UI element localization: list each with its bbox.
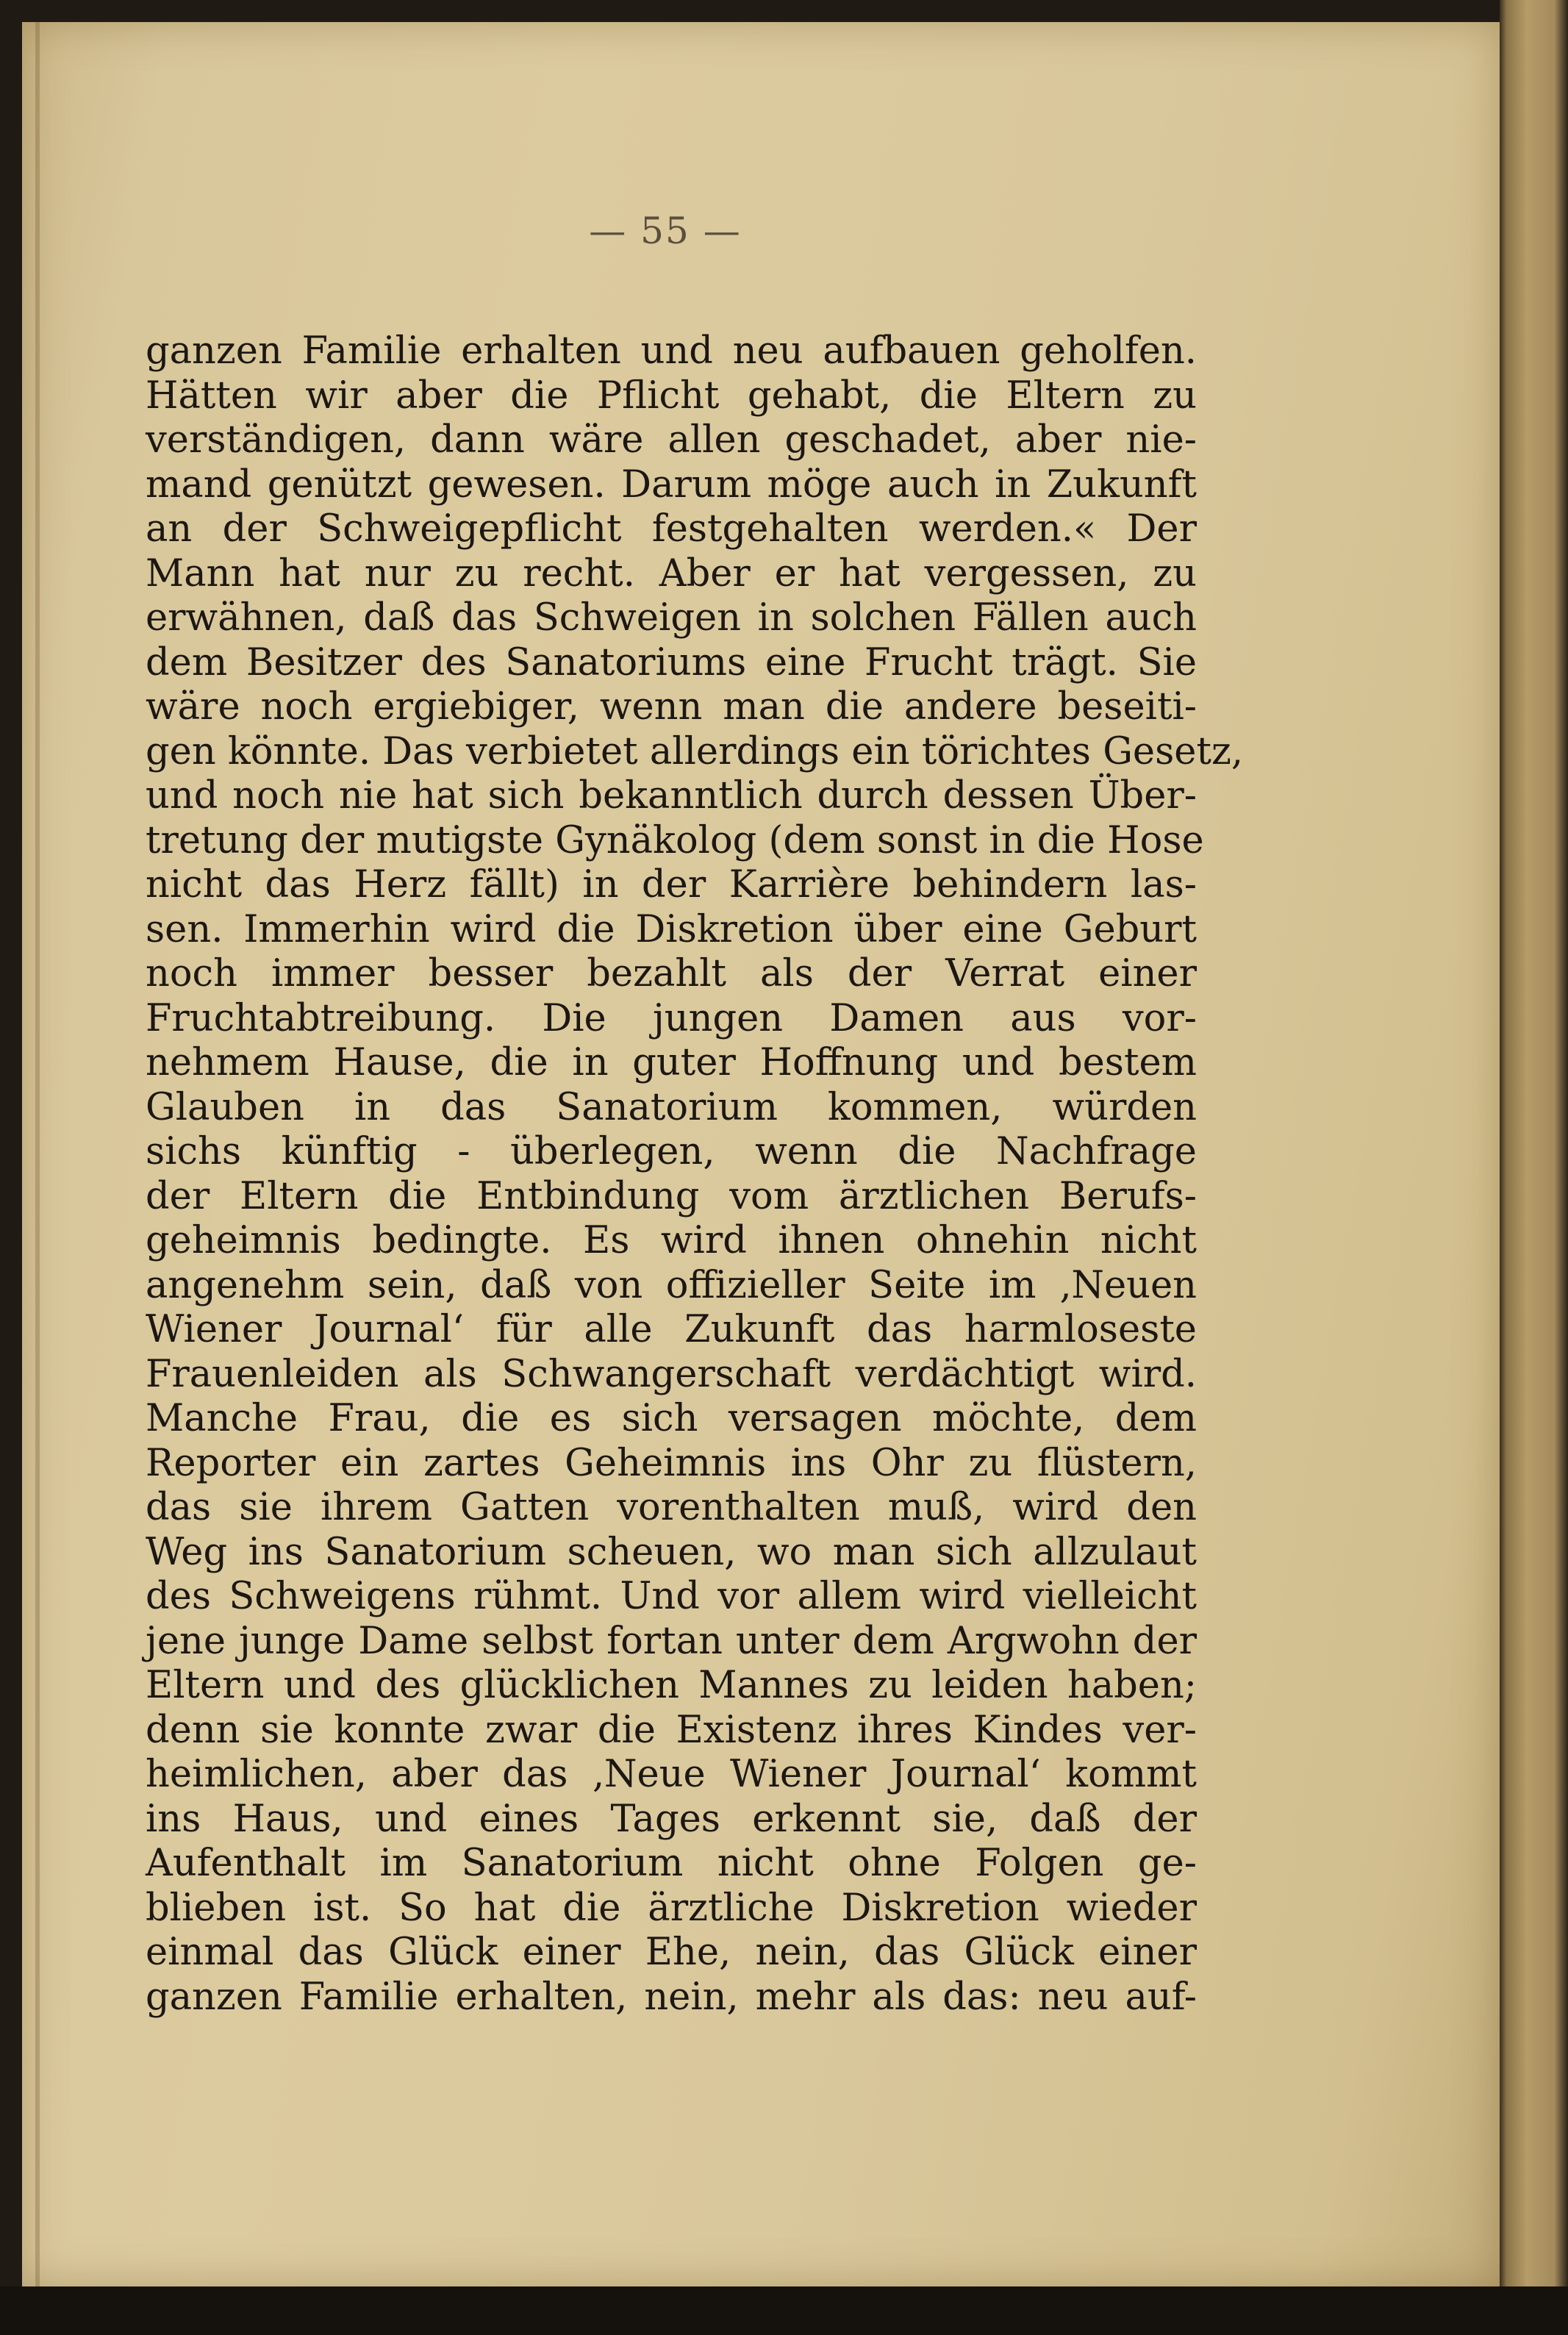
text-line: ganzen Familie erhalten, nein, mehr als das: neu auf- [146, 1975, 1197, 2019]
text-line: an der Schweigepflicht festgehalten werden.« Der [146, 507, 1197, 551]
body-text [146, 329, 1244, 2020]
text-line: dem Besitzer des Sanatoriums eine Frucht trägt. Sie [146, 640, 1197, 684]
text-line: Hätten wir aber die Pflicht gehabt, die Eltern zu [146, 373, 1197, 418]
text-line: des Schweigens rühmt. Und vor allem wird vielleicht [146, 1575, 1197, 1618]
text-line: heimlichen, aber das ‚Neue Wiener Journal‘ kommt [146, 1753, 1197, 1796]
text-line: sen. Immerhin wird die Diskretion über eine Geburt [146, 907, 1197, 951]
text-line: nehmem Hause, die in guter Hoffnung und bestem [146, 1041, 1197, 1084]
text-line: Fruchtabtreibung. Die jungen Damen aus vor- [146, 996, 1197, 1040]
text-line: blieben ist. So hat die ärztliche Diskretion wieder [146, 1886, 1197, 1930]
text-line: Manche Frau, die es sich versagen möchte, dem [146, 1397, 1197, 1440]
text-line: Aufenthalt im Sanatorium nicht ohne Folgen ge- [146, 1842, 1197, 1885]
text-line: ins Haus, und eines Tages erkennt sie, daß der [146, 1797, 1197, 1841]
text-line: einmal das Glück einer Ehe, nein, das Glück einer [146, 1931, 1197, 1974]
text-line: Weg ins Sanatorium scheuen, wo man sich allzulaut [146, 1530, 1197, 1574]
text-line: Glauben in das Sanatorium kommen, würden [146, 1085, 1197, 1129]
text-line: tretung der mutigste Gynäkolog (dem sonst in die Hose [146, 818, 1204, 862]
text-line: geheimnis bedingte. Es wird ihnen ohnehin nicht [146, 1219, 1197, 1262]
text-line: noch immer besser bezahlt als der Verrat einer [146, 952, 1197, 995]
text-line: gen könnte. Das verbietet allerdings ein törichtes Gesetz, [146, 729, 1244, 773]
text-line: verständigen, dann wäre allen geschadet, aber nie- [146, 418, 1197, 462]
text-line: ganzen Familie erhalten und neu aufbauen geholfen. [146, 329, 1197, 373]
text-line: erwähnen, daß das Schweigen in solchen Fällen auch [146, 596, 1197, 640]
text-line: angenehm sein, daß von offizieller Seite im ‚Neuen [146, 1263, 1197, 1307]
text-line: und noch nie hat sich bekanntlich durch dessen Über- [146, 774, 1197, 818]
text-line: Reporter ein zartes Geheimnis ins Ohr zu flüstern, [146, 1441, 1197, 1485]
scan-border [0, 2286, 1568, 2335]
text-line: jene junge Dame selbst fortan unter dem Argwohn der [146, 1619, 1197, 1663]
text-line: wäre noch ergiebiger, wenn man die andere beseiti- [146, 685, 1197, 729]
page-number: — 55 — [589, 210, 742, 252]
text-line: das sie ihrem Gatten vorenthalten muß, wird den [146, 1486, 1197, 1529]
text-line: mand genützt gewesen. Darum möge auch in Zukunft [146, 462, 1197, 507]
text-line: Wiener Journal‘ für alle Zukunft das harmloseste [146, 1308, 1197, 1351]
text-line: sichs künftig - überlegen, wenn die Nachfrage [146, 1130, 1197, 1173]
text-line: Frauenleiden als Schwangerschaft verdächtigt wird. [146, 1352, 1197, 1396]
book-edge [1500, 0, 1568, 2335]
text-line: Eltern und des glücklichen Mannes zu leiden haben; [146, 1664, 1197, 1707]
text-line: nicht das Herz fällt) in der Karrière behindern las- [146, 863, 1197, 907]
text-line: denn sie konnte zwar die Existenz ihres Kindes ver- [146, 1708, 1197, 1752]
text-line: der Eltern die Entbindung vom ärztlichen Berufs- [146, 1174, 1197, 1218]
text-line: Mann hat nur zu recht. Aber er hat vergessen, zu [146, 551, 1197, 596]
